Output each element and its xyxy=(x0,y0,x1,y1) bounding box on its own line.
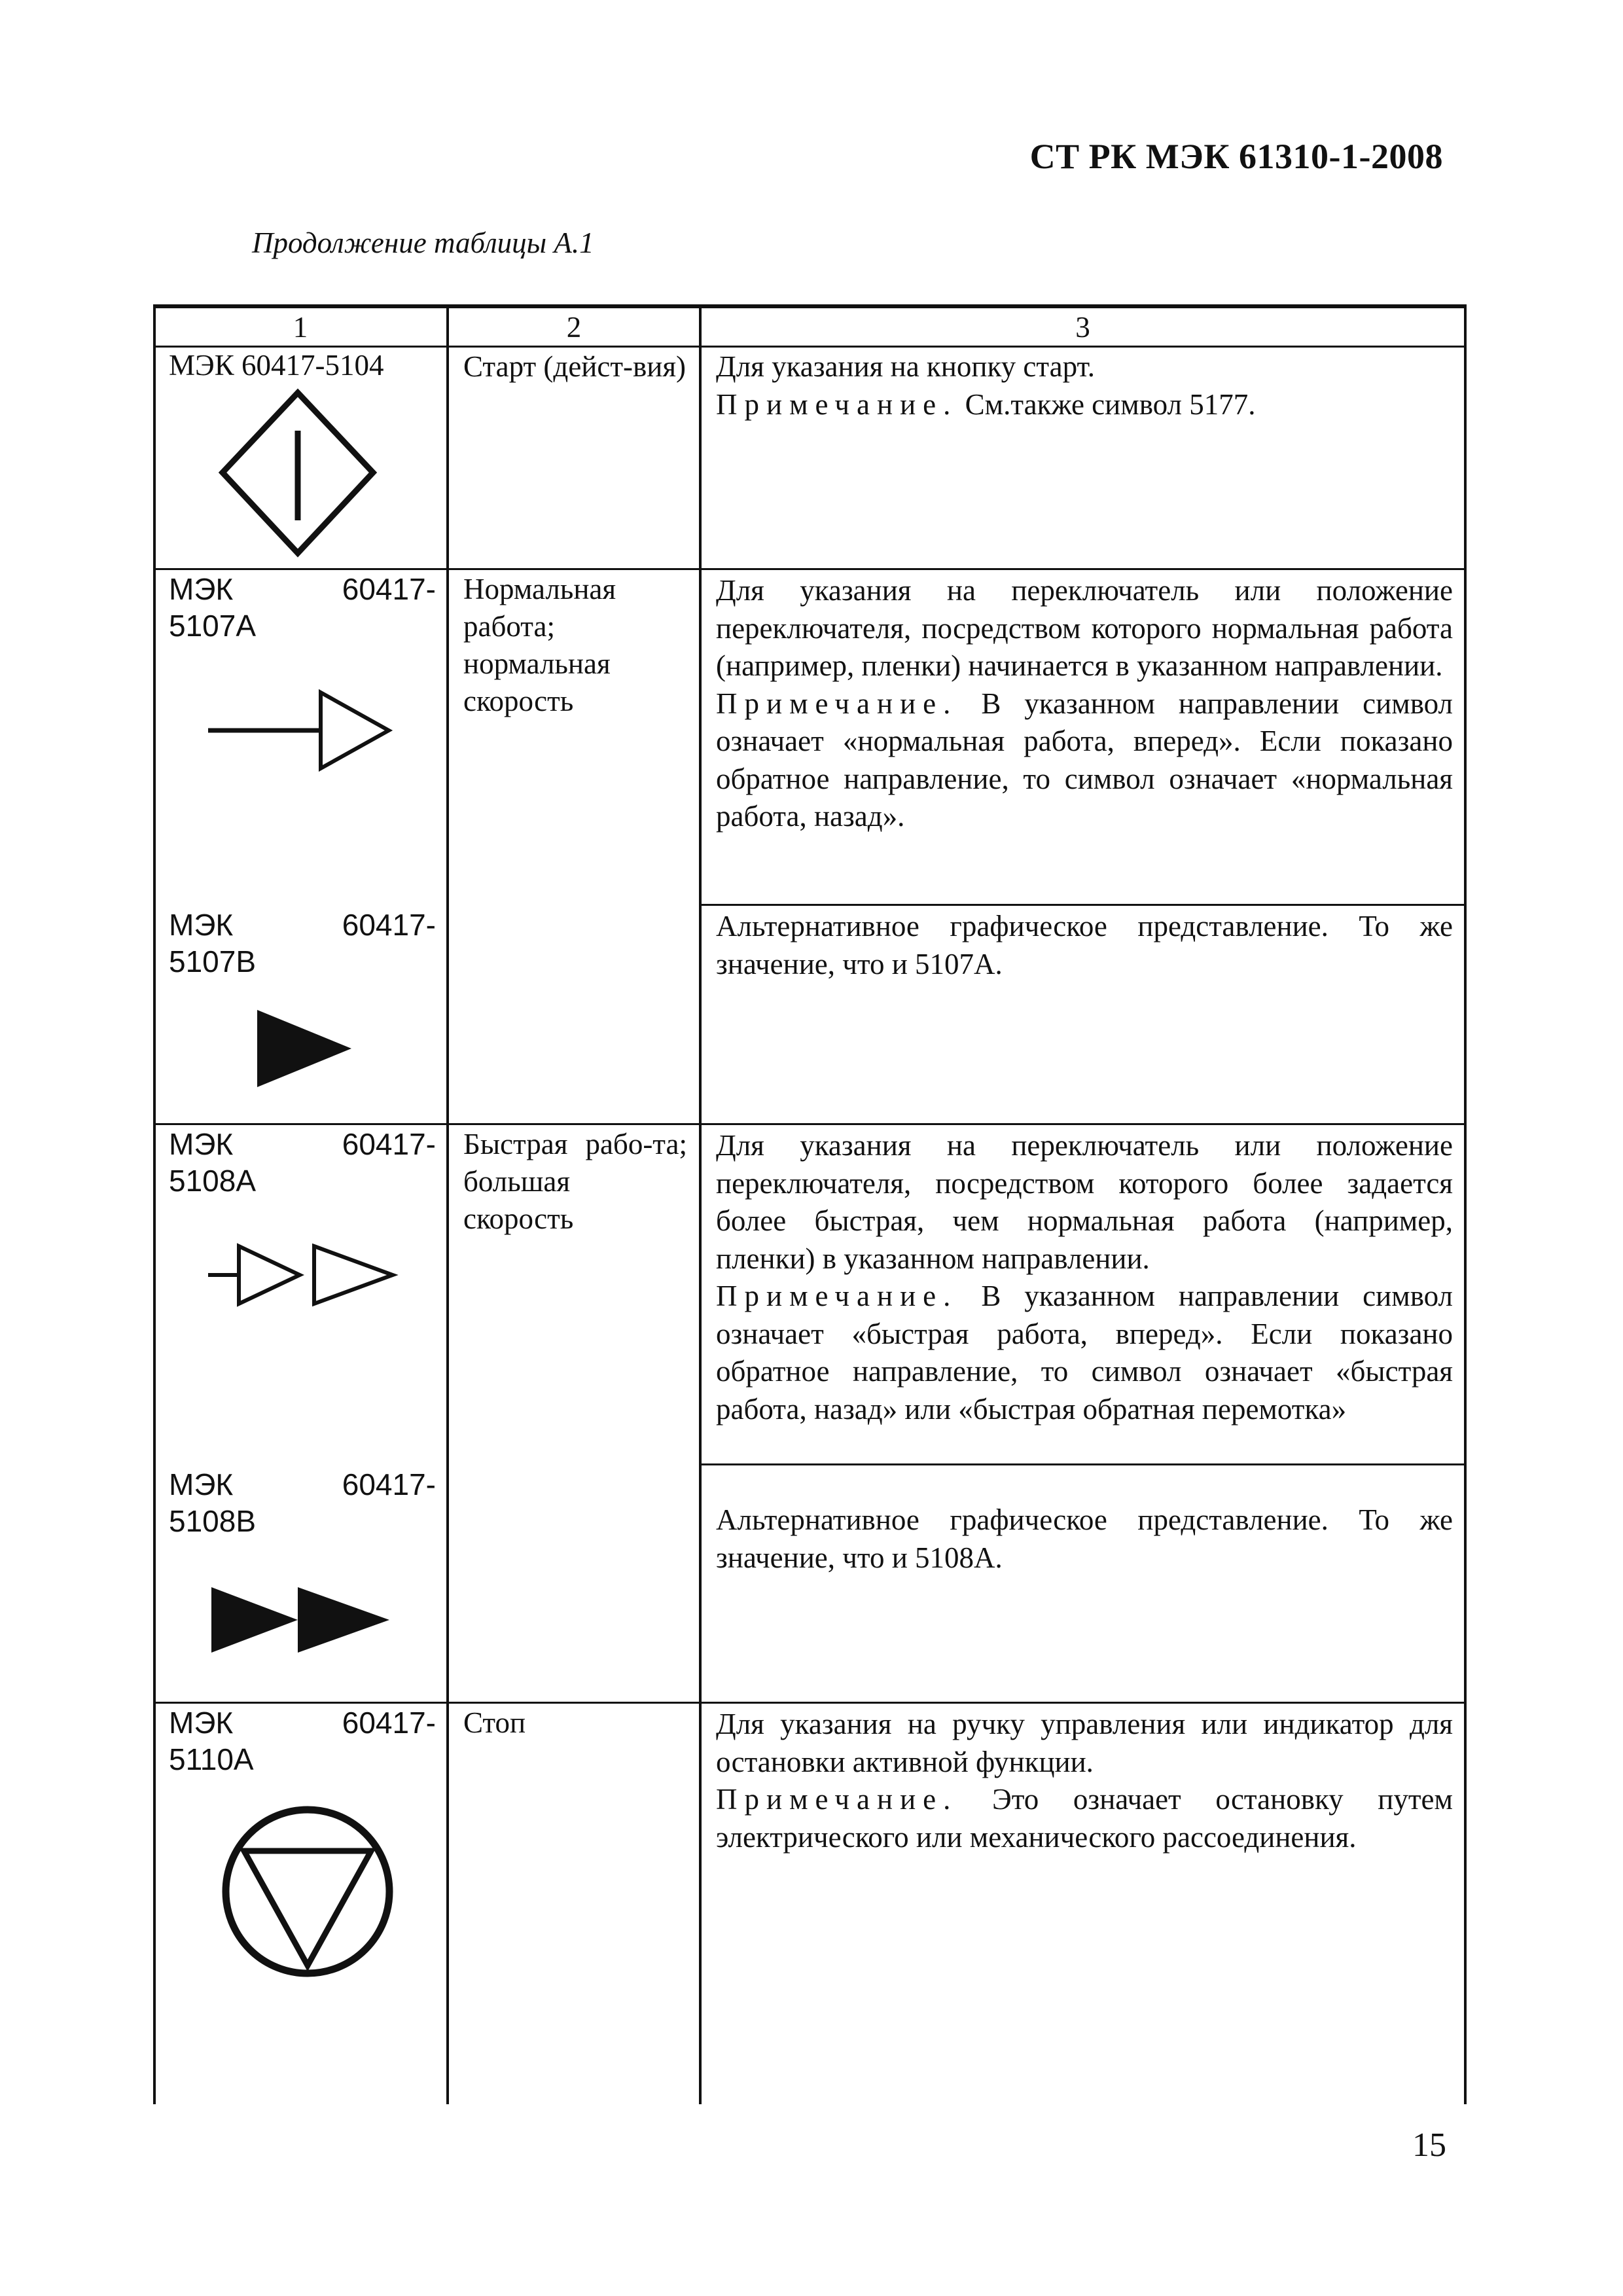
column-header-1: 1 xyxy=(293,311,308,344)
normal-run-filled-arrow-icon xyxy=(252,1005,357,1093)
description-text: Для указания на переключатель или положение переключателя, посредством которого нормальная работа (например, пленки) начинается в указанном направлении. xyxy=(716,574,1453,682)
note-text: В указанном направлении символ означает «быстрая работа, вперед». Если показано обратное направление, то символ означает «быстрая работа, назад» или «быстрая обратная перемотка» xyxy=(716,1280,1454,1426)
code-suffix: 5107A xyxy=(169,609,257,643)
symbol-code: МЭК 60417-5104 xyxy=(169,349,384,382)
symbol-code xyxy=(169,571,436,644)
fast-run-filled-arrows-icon xyxy=(206,1581,396,1659)
column-divider-1 xyxy=(446,304,449,2104)
row-divider xyxy=(153,1123,1466,1125)
symbol-description xyxy=(716,572,1453,836)
code-suffix: 5108B xyxy=(169,1504,257,1538)
table-border-right xyxy=(1464,304,1467,2104)
code-number: 60417- xyxy=(342,908,436,942)
page-number: 15 xyxy=(1412,2126,1446,2164)
description-note xyxy=(716,1278,1453,1428)
row-divider xyxy=(699,1463,1466,1465)
code-number: 60417- xyxy=(342,1467,436,1501)
code-suffix: 5107B xyxy=(169,944,257,978)
table-top-border xyxy=(153,304,1466,308)
code-suffix: 5110A xyxy=(169,1742,254,1776)
code-prefix: МЭК xyxy=(169,1467,234,1501)
code-prefix: МЭК xyxy=(169,572,234,606)
note-text: Это означает остановку путем электрического или механического рассоединения. xyxy=(716,1783,1453,1854)
symbol-description xyxy=(716,1501,1453,1577)
row-divider xyxy=(699,904,1466,906)
column-header-3: 3 xyxy=(1075,311,1090,344)
symbol-code xyxy=(169,906,436,980)
code-number: 60417- xyxy=(342,1706,436,1740)
description-note xyxy=(716,1781,1453,1856)
code-prefix: МЭК xyxy=(169,1706,234,1740)
fast-run-arrows-icon xyxy=(203,1237,399,1316)
symbol-code xyxy=(169,1126,436,1199)
symbol-name: Быстрая рабо-та; большая скорость xyxy=(463,1128,687,1235)
symbol-code xyxy=(169,1704,436,1778)
note-label: Примечание. xyxy=(716,1280,958,1312)
table-border-left xyxy=(153,304,156,2104)
symbol-description xyxy=(716,908,1453,983)
description-note xyxy=(716,386,1453,424)
symbol-description xyxy=(716,1127,1453,1428)
code-number: 60417- xyxy=(342,572,436,606)
description-text: Для указания на ручку управления или индикатор для остановки активной функции. xyxy=(716,1708,1453,1778)
description-text: Для указания на переключатель или положение переключателя, посредством которого более задается более быстрая, чем нормальная работа (например, пленки) в указанном направлении. xyxy=(716,1129,1453,1275)
symbol-name: Старт (дейст-вия) xyxy=(463,350,687,383)
description-note xyxy=(716,685,1453,836)
code-number: 60417- xyxy=(342,1127,436,1161)
start-diamond-icon xyxy=(213,386,383,563)
note-label: Примечание. xyxy=(716,1783,958,1816)
symbol-name: Стоп xyxy=(463,1706,526,1739)
description-text: Альтернативное графическое представление. То же значение, что и 5108А. xyxy=(716,1503,1453,1574)
code-prefix: МЭК xyxy=(169,1127,234,1161)
row-divider xyxy=(153,568,1466,570)
code-prefix: МЭК xyxy=(169,908,234,942)
note-label: Примечание. xyxy=(716,687,958,720)
note-text: В указанном направлении символ означает «нормальная работа, вперед». Если показано обратное направление, то символ означает «нормальная работа, назад». xyxy=(716,687,1454,833)
symbol-description xyxy=(716,348,1453,423)
note-text: См.также символ 5177. xyxy=(965,387,1256,421)
note-label: Примечание. xyxy=(716,387,958,421)
description-text: Для указания на кнопку старт. xyxy=(716,350,1096,383)
normal-run-arrow-icon xyxy=(203,681,399,772)
row-divider xyxy=(153,1702,1466,1704)
column-header-2: 2 xyxy=(566,311,582,344)
column-divider-2 xyxy=(699,304,702,2104)
standard-title: СТ РК МЭК 61310-1-2008 xyxy=(1029,137,1443,176)
table-caption: Продолжение таблицы А.1 xyxy=(252,226,594,259)
description-text: Альтернативное графическое представление. То же значение, что и 5107А. xyxy=(716,910,1453,980)
symbol-name: Нормальная работа; нормальная скорость xyxy=(463,573,616,717)
symbol-code xyxy=(169,1466,436,1539)
code-suffix: 5108A xyxy=(169,1164,257,1198)
stop-circle-triangle-icon xyxy=(213,1797,402,1986)
symbol-description xyxy=(716,1706,1453,1856)
